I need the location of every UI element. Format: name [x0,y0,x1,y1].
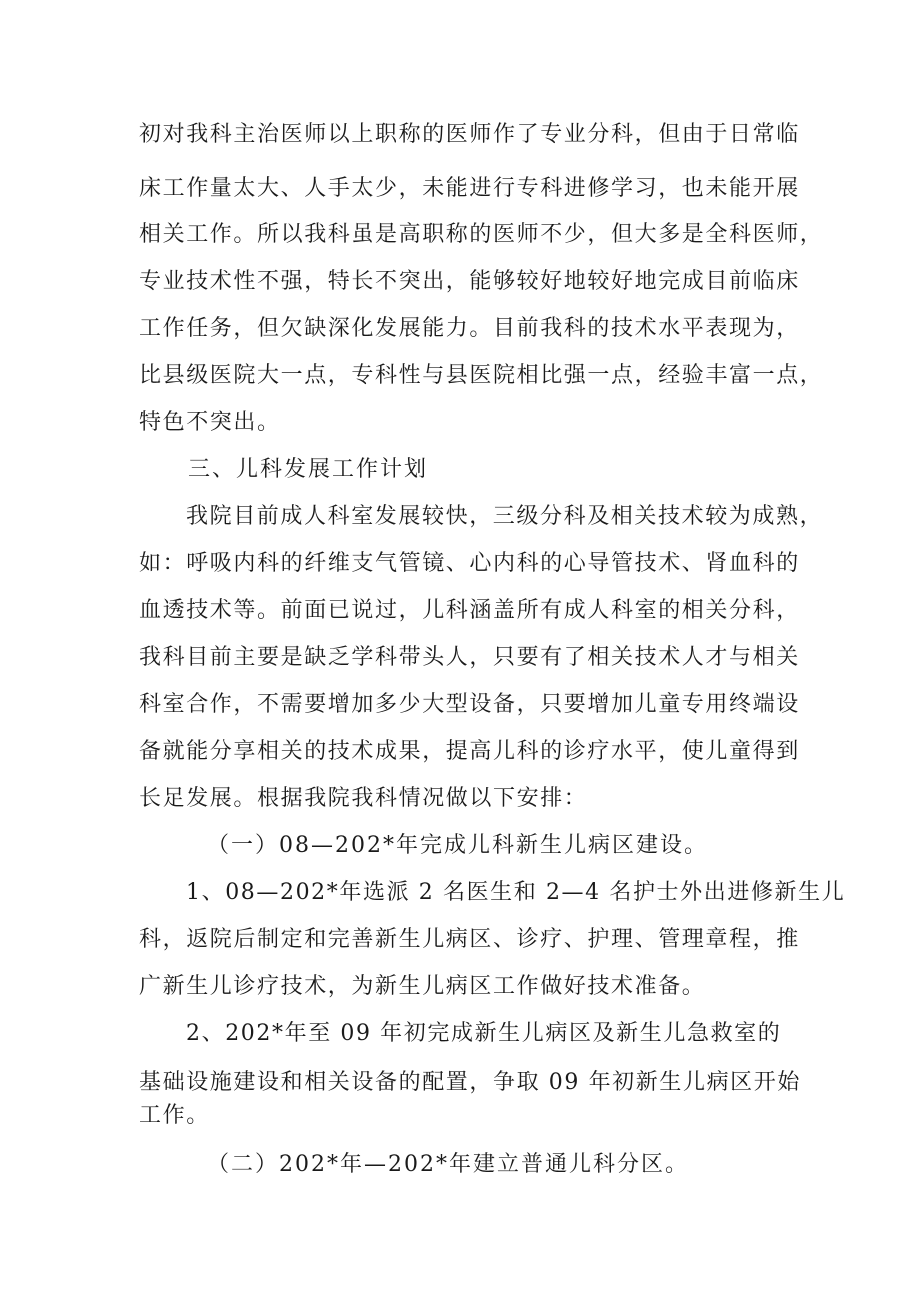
paragraph-line: 我院目前成人科室发展较快，三级分科及相关技术较为成熟， [186,504,824,529]
paragraph-line: 血透技术等。前面已说过，儿科涵盖所有成人科室的相关分科， [139,598,800,623]
paragraph-line: 比县级医院大一点，专科性与县医院相比强一点，经验丰富一点， [139,363,824,388]
paragraph-line: 工作任务，但欠缺深化发展能力。目前我科的技术水平表现为， [139,316,800,341]
subsection-heading: （二）202*年—202*年建立普通儿科分区。 [207,1152,689,1177]
paragraph-line: 2、202*年至 09 年初完成新生儿病区及新生儿急救室的 [186,1021,782,1046]
paragraph-line: 长足发展。根据我院我科情况做以下安排： [139,786,588,811]
paragraph-line: 备就能分享相关的技术成果，提高儿科的诊疗水平，使儿童得到 [139,739,800,764]
paragraph-line: 相关工作。所以我科虽是高职称的医师不少，但大多是全科医师， [139,222,824,247]
paragraph-line: 1、08—202*年选派 2 名医生和 2—4 名护士外出进修新生儿 [186,880,846,905]
paragraph-line: 基础设施建设和相关设备的配置，争取 09 年初新生儿病区开始 [139,1070,801,1095]
paragraph-line: 我科目前主要是缺乏学科带头人，只要有了相关技术人才与相关 [139,645,800,670]
paragraph-line: 广新生儿诊疗技术，为新生儿病区工作做好技术准备。 [139,974,706,999]
paragraph-line: 初对我科主治医师以上职称的医师作了专业分科，但由于日常临 [139,122,800,147]
section-heading: 三、儿科发展工作计划 [188,457,429,482]
paragraph-line: 工作。 [139,1103,210,1128]
paragraph-line: 专业技术性不强，特长不突出，能够较好地较好地完成目前临床 [139,269,800,294]
paragraph-line: 特色不突出。 [139,410,281,435]
paragraph-line: 床工作量太大、人手太少，未能进行专科进修学习，也未能开展 [139,176,800,201]
subsection-heading: （一）08—202*年完成儿科新生儿病区建设。 [207,833,708,858]
paragraph-line: 科室合作，不需要增加多少大型设备，只要增加儿童专用终端设 [139,692,800,717]
paragraph-line: 如：呼吸内科的纤维支气管镜、心内科的心导管技术、肾血科的 [139,551,800,576]
paragraph-line: 科，返院后制定和完善新生儿病区、诊疗、护理、管理章程，推 [139,927,800,952]
